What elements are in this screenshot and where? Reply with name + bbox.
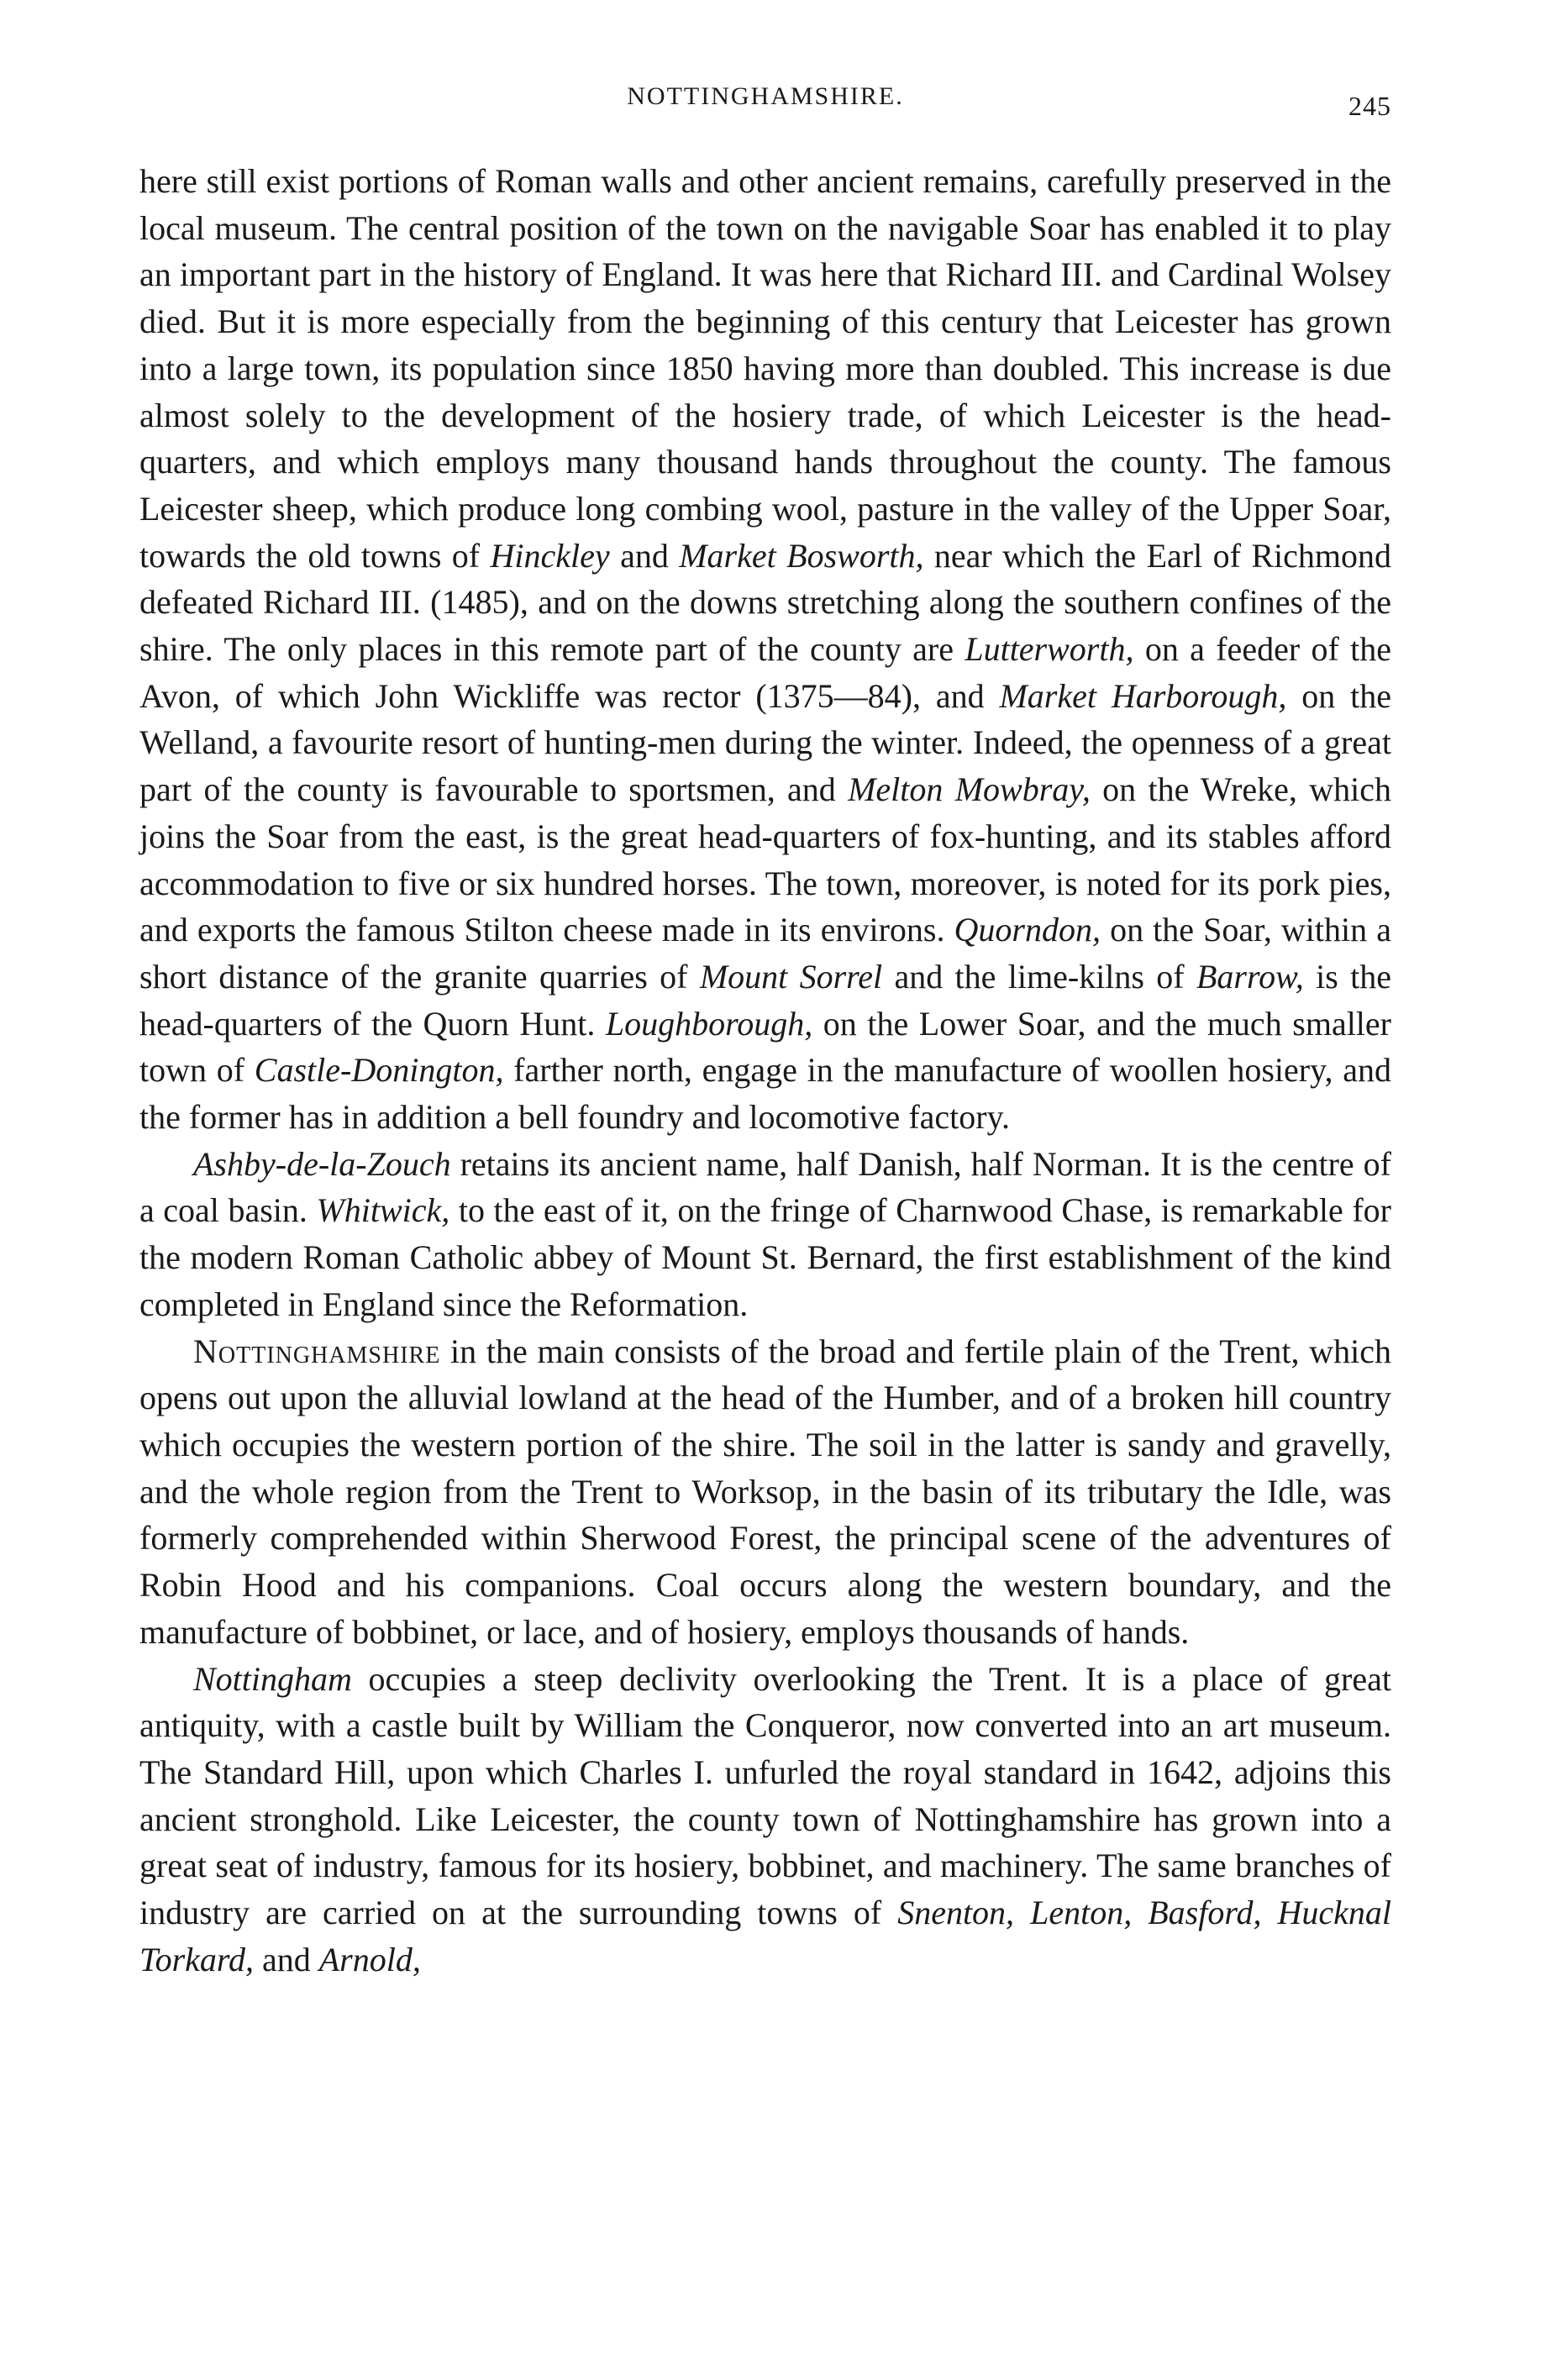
text-run: near which the Earl of Richmond defeated Richard III. (1485), and on the downs stretching along the southern confines of the shire. The only places in this remote part of the county are: [139, 536, 1391, 669]
text-run: on a feeder of the Avon, of which John Wickliffe was rector (1375—84), and: [139, 630, 1392, 715]
paragraph: [139, 1141, 1391, 1328]
place-name: Market Bosworth,: [679, 536, 924, 575]
place-name: Arnold,: [318, 1940, 421, 1978]
text-run: [1014, 1894, 1030, 1931]
place-name: Loughborough,: [605, 1004, 813, 1043]
place-name: Snenton,: [897, 1894, 1015, 1932]
place-name: Mount Sorrel: [699, 957, 883, 996]
text-run: is the head-quarters of the Quorn Hunt.: [139, 957, 1392, 1043]
place-name: Basford,: [1148, 1894, 1262, 1932]
text-run: on the Welland, a favourite resort of hunting-men during the winter. Indeed, the openness of a great part of the county is favourable to sportsmen, and: [139, 676, 1391, 809]
paragraph: [139, 158, 1391, 1141]
place-name: Market Harborough,: [999, 676, 1287, 715]
place-name: Lutterworth,: [965, 630, 1134, 669]
place-name: Ashby-de-la-Zouch: [193, 1144, 451, 1183]
text-run: [1132, 1894, 1148, 1931]
paragraph: [139, 1328, 1391, 1656]
text-run: to the east of it, on the fringe of Charnwood Chase, is remarkable for the modern Roman Catholic abbey of Mount St. Bernard, the first establishment of the kind completed in England since the Reformation.: [139, 1191, 1391, 1323]
place-name: Barrow,: [1196, 957, 1304, 996]
text-run: on the Lower Soar, and the much smaller town of: [139, 1004, 1391, 1090]
text-run: and: [253, 1940, 319, 1978]
place-name: Whitwick,: [316, 1191, 450, 1230]
text-run: on the Soar, within a short distance of the granite quarries of: [139, 911, 1391, 996]
county-heading: Nottinghamshire: [193, 1332, 441, 1370]
text-run: in the main consists of the broad and fertile plain of the Trent, which opens out upon the alluvial lowland at the head of the Humber, and of a broken hill country which occupies the western portion of the shire. The soil in the latter is sandy and gravelly, and the whole region from the Trent to Worksop, in the basin of its tributary the Idle, was formerly comprehended within Sherwood Forest, the principal scene of the adventures of Robin Hood and his companions. Coal occurs along the western boundary, and the manufacture of bobbinet, or lace, and of hosiery, employs thousands of hands.: [139, 1332, 1391, 1651]
page-number: 245: [1348, 91, 1391, 121]
text-run: occupies a steep declivity overlooking the Trent. It is a place of great antiquity, with a castle built by William the Conqueror, now converted into an art museum. The Standard Hill, upon which Charles I. unfurled the royal standard in 1642, adjoins this ancient stronghold. Like Leicester, the county town of Nottinghamshire has grown into a great seat of industry, famous for its hosiery, bobbinet, and machinery. The same branches of industry are carried on at the surrounding towns of: [139, 1659, 1391, 1932]
place-name: Castle-Donington,: [254, 1051, 504, 1090]
text-run: and the lime-kilns of: [882, 957, 1196, 996]
place-name: Lenton,: [1030, 1894, 1133, 1932]
text-run: retains its ancient name, half Danish, half Norman. It is the centre of a coal basin.: [139, 1144, 1391, 1230]
text-run: on the Wreke, which joins the Soar from the east, is the great head-quarters of fox-hunting, and its stables afford accommodation to five or six hundred horses. The town, moreover, is noted for its pork pies, and exports the famous Stilton cheese made in its environs.: [139, 770, 1391, 949]
place-name: Hucknal Torkard,: [139, 1894, 1391, 1978]
running-title: NOTTINGHAMSHIRE.: [627, 82, 904, 110]
place-name: Hinckley: [490, 536, 610, 575]
paragraph: [139, 1656, 1391, 1983]
text-run: farther north, engage in the manufacture of woollen hosiery, and the former has in addition a bell foundry and locomotive factory.: [139, 1051, 1391, 1137]
body-text: [139, 158, 1391, 1983]
text-run: here still exist portions of Roman walls and other ancient remains, carefully preserved in the local museum. The central position of the town on the navigable Soar has enabled it to play an important part in the history of England. It was here that Richard III. and Cardinal Wolsey died. But it is more especially from the beginning of this century that Leicester has grown into a large town, its population since 1850 having more than doubled. This increase is due almost solely to the development of the hosiery trade, of which Leicester is the head-quarters, and which employs many thousand hands throughout the county. The famous Leicester sheep, which produce long combing wool, pasture in the valley of the Upper Soar, towards the old towns of: [139, 162, 1391, 575]
text-run: and: [609, 536, 680, 575]
place-name: Quorndon,: [954, 911, 1101, 949]
book-page: [139, 0, 1391, 2380]
text-run: [1261, 1894, 1277, 1931]
running-head: [139, 82, 1391, 124]
place-name: Melton Mowbray,: [848, 770, 1091, 809]
place-name: Nottingham: [193, 1659, 352, 1698]
